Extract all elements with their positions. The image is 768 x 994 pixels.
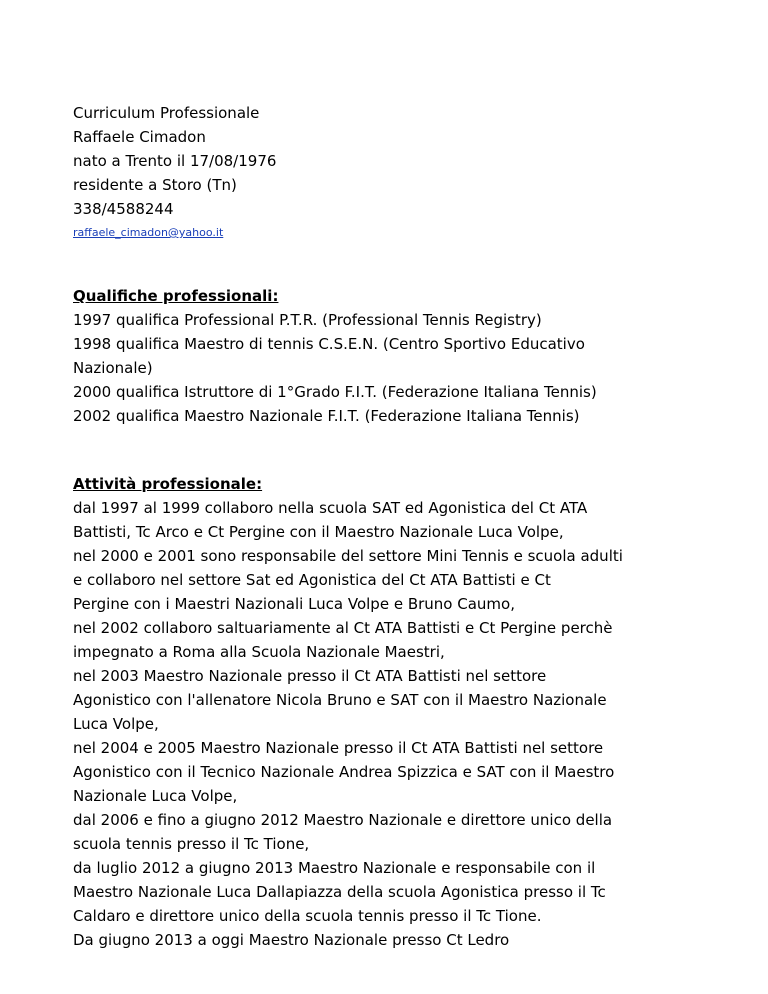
- attivita-line: nel 2000 e 2001 sono responsabile del settore Mini Tennis e scuola adulti: [73, 547, 623, 565]
- attivita-line: Nazionale Luca Volpe,: [73, 787, 238, 805]
- attivita-line: Battisti, Tc Arco e Ct Pergine con il Maestro Nazionale Luca Volpe,: [73, 523, 564, 541]
- attivita-line: nel 2004 e 2005 Maestro Nazionale presso il Ct ATA Battisti nel settore: [73, 739, 604, 757]
- attivita-section: [73, 472, 713, 952]
- header-block: [73, 101, 713, 241]
- qualifiche-line: Nazionale): [73, 359, 153, 377]
- email-link[interactable]: raffaele_cimadon@yahoo.it: [73, 226, 224, 239]
- attivita-line: scuola tennis presso il Tc Tione,: [73, 835, 310, 853]
- attivita-line: Pergine con i Maestri Nazionali Luca Volpe e Bruno Caumo,: [73, 595, 515, 613]
- attivita-line: Agonistico con l'allenatore Nicola Bruno e SAT con il Maestro Nazionale: [73, 691, 607, 709]
- birth-info: nato a Trento il 17/08/1976: [73, 152, 277, 170]
- phone-number: 338/4588244: [73, 200, 174, 218]
- attivita-line: impegnato a Roma alla Scuola Nazionale Maestri,: [73, 643, 445, 661]
- attivita-heading: Attività professionale:: [73, 475, 263, 493]
- attivita-line: Maestro Nazionale Luca Dallapiazza della scuola Agonistica presso il Tc: [73, 883, 606, 901]
- residence-info: residente a Storo (Tn): [73, 176, 237, 194]
- document-title: Curriculum Professionale: [73, 104, 260, 122]
- attivita-line: dal 2006 e fino a giugno 2012 Maestro Nazionale e direttore unico della: [73, 811, 613, 829]
- attivita-line: da luglio 2012 a giugno 2013 Maestro Nazionale e responsabile con il: [73, 859, 596, 877]
- qualifiche-line: 1997 qualifica Professional P.T.R. (Professional Tennis Registry): [73, 311, 542, 329]
- document-page: [73, 101, 713, 952]
- qualifiche-line: 1998 qualifica Maestro di tennis C.S.E.N. (Centro Sportivo Educativo: [73, 335, 585, 353]
- attivita-line: Caldaro e direttore unico della scuola tennis presso il Tc Tione.: [73, 907, 542, 925]
- attivita-line: e collaboro nel settore Sat ed Agonistica del Ct ATA Battisti e Ct: [73, 571, 551, 589]
- attivita-line: Da giugno 2013 a oggi Maestro Nazionale presso Ct Ledro: [73, 931, 510, 949]
- qualifiche-section: [73, 284, 713, 428]
- qualifiche-line: 2002 qualifica Maestro Nazionale F.I.T. (Federazione Italiana Tennis): [73, 407, 580, 425]
- attivita-line: nel 2003 Maestro Nazionale presso il Ct ATA Battisti nel settore: [73, 667, 547, 685]
- attivita-line: Luca Volpe,: [73, 715, 159, 733]
- qualifiche-line: 2000 qualifica Istruttore di 1°Grado F.I.T. (Federazione Italiana Tennis): [73, 383, 597, 401]
- attivita-line: nel 2002 collaboro saltuariamente al Ct ATA Battisti e Ct Pergine perchè: [73, 619, 613, 637]
- qualifiche-heading: Qualifiche professionali:: [73, 287, 279, 305]
- attivita-line: dal 1997 al 1999 collaboro nella scuola SAT ed Agonistica del Ct ATA: [73, 499, 588, 517]
- person-name: Raffaele Cimadon: [73, 128, 206, 146]
- attivita-line: Agonistico con il Tecnico Nazionale Andrea Spizzica e SAT con il Maestro: [73, 763, 615, 781]
